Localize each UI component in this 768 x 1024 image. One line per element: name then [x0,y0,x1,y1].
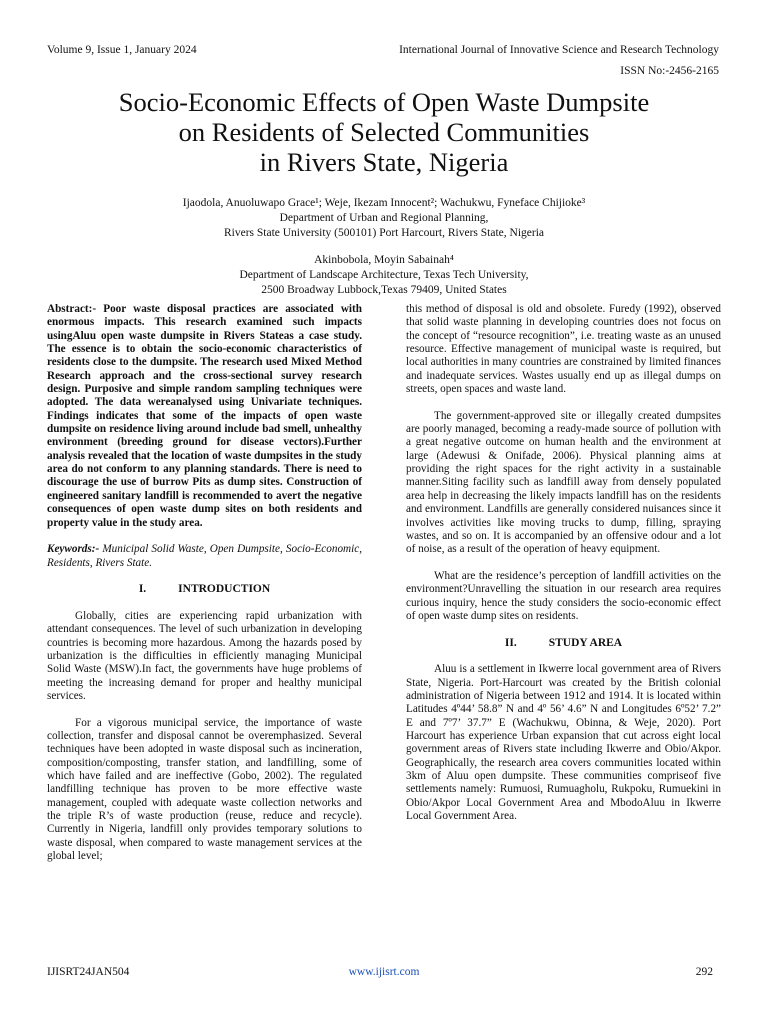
author-4: Akinbobola, Moyin Sabainah⁴ [314,254,454,266]
section-title: INTRODUCTION [178,583,271,596]
section-number: II. [504,636,517,649]
section-heading-study-area [406,637,721,650]
section-number: I. [138,583,147,596]
paragraph: The government-approved site or illegally created dumpsites are poorly managed, becoming a ready-made source of pollution with a great negative outcome on human health and the environment at large (Adewusi & Onifade, 2006). Physical planning aims at providing the right spaces for the right activity in a sustainable manner.Siting facility such as landfill away from densely populated area help in decreasing the likely impacts landfill has on the residents and environment. Landfills are generally considered nuisances since it involves activities like moving trucks to dump, filling, spraying wastes, and so on. It is accompanied by an offensive odour and a lot of noise, as a result of the operation of heavy equipment. [406,409,721,556]
keywords-text: Municipal Solid Waste, Open Dumpsite, Socio-Economic, Residents, Rivers State. [47,543,362,569]
authors-line: Ijaodola, Anuoluwapo Grace¹; Weje, Ikezam Innocent²; Wachukwu, Fyneface Chijioke³ [182,197,586,209]
title-line-2: on Residents of Selected Communities [178,117,590,147]
keywords-label: Keywords:- [47,543,100,556]
section-title: STUDY AREA [548,636,623,649]
paragraph: Globally, cities are experiencing rapid urbanization with attendant consequences. The level of such urbanization in developing countries is becoming more hazardous. Among the hazards posed by urbanization is the difficulties in efficiently managing Municipal Solid Waste (MSW).In fact, the governments have huge problems of meeting the increasing demand for proper and healthy municipal services. [47,609,362,702]
volume-info: Volume 9, Issue 1, January 2024 [47,44,197,56]
journal-url-link[interactable]: www.ijisrt.com [348,966,420,978]
left-column [47,303,362,877]
title-line-1: Socio-Economic Effects of Open Waste Dumpsite [118,87,650,117]
abstract: Abstract:- Poor waste disposal practices are associated with enormous impacts. This research examined such impacts usingAluu open waste dumpsite in Rivers Stateas a case study. The essence is to obtain the socio-economic characteristics of residents close to the dumpsite. The research used Mixed Method Research approach and the cross-sectional survey research design. Purposive and simple random sampling techniques were adopted. The data wereanalysed using Univariate techniques. Findings indicates that some of the impacts of open waste dumpsite on residence living around include bad smell, unhealthy environment (breeding ground for disease vectors).Further analysis revealed that the location of waste dumpsites in the study area do not conform to any planning standards. There is need to discourage the use of burrow Pits as dump sites. Construction of engineered sanitary landfill is recommended to avert the negative consequences of open waste dump sites on both residents and property value in the study area. [47,303,362,529]
affiliation-dept-2: Department of Landscape Architecture, Texas Tech University, [239,269,529,281]
affiliation-dept: Department of Urban and Regional Planning, [279,212,489,224]
paragraph: What are the residence’s perception of landfill activities on the environment?Unravelling the situation in our research area requires curious inquiry, hence the study considers the socio-economic effect of open waste dump sites on residents. [406,569,721,622]
title-line-3: in Rivers State, Nigeria [259,147,509,177]
keywords [47,543,362,570]
paragraph: Aluu is a settlement in Ikwerre local government area of Rivers State, Nigeria. Port-Harcourt was created by the British colonial administration of Nigeria between 1912 and 1914. It is located within Latitudes 4º44’ 58.8” N and 4º 56’ 4.6” N and Longitudes 6º52’ 7.2” E and 7º7’ 37.7” E (Wachukwu, Obinna, & Weje, 2020). Port Harcourt has experience Urban expansion that cut across eight local government areas of Rivers state including Ikwerre and Obio/Akpor. Geographically, the research area covers communities located within 3km of Aluu open dumpsite. These communities compriseof five settlements namely: Rumuosi, Rumuagholu, Rukpoku, Rumuekini in Obio/Akpor Local Government Area and MbodoAluu in Ikwerre Local Government Area. [406,663,721,823]
affiliation-address-2: 2500 Broadway Lubbock,Texas 79409, United States [261,284,507,296]
page-number: 292 [695,966,713,978]
paragraph: this method of disposal is old and obsolete. Furedy (1992), observed that solid waste planning in developing countries does not focus on the concept of “resource recognition”, i.e. treating waste as an unused resource. Effective management of municipal waste is required, but local authorities in many countries are constrained by limited finances and inadequate services. Wastes usually end up as illegal dumps on streets, open spaces and waste land. [406,303,721,396]
journal-name: International Journal of Innovative Science and Research Technology [399,44,719,56]
article-code: IJISRT24JAN504 [47,966,130,978]
paper-title [0,87,768,177]
paragraph: For a vigorous municipal service, the importance of waste collection, transfer and disposal cannot be overemphasized. Several techniques have been adopted in waste disposal such as incineration, composition/composting, transfer station, and landfilling, some of which have failed and are ineffective (Gobo, 2002). The regulated landfilling technique has proven to be more effective waste management, coupled with adequate waste collection networks and the triple R’s of waste production (reuse, reduce and recycle). Currently in Nigeria, landfill only provides temporary solutions to waste disposal, when compared to waste management services at the global level; [47,716,362,863]
section-heading-introduction [47,583,362,596]
affiliation-university: Rivers State University (500101) Port Harcourt, Rivers State, Nigeria [223,227,545,239]
author-block [0,196,768,298]
right-column [406,303,721,837]
issn: ISSN No:-2456-2165 [620,65,719,77]
